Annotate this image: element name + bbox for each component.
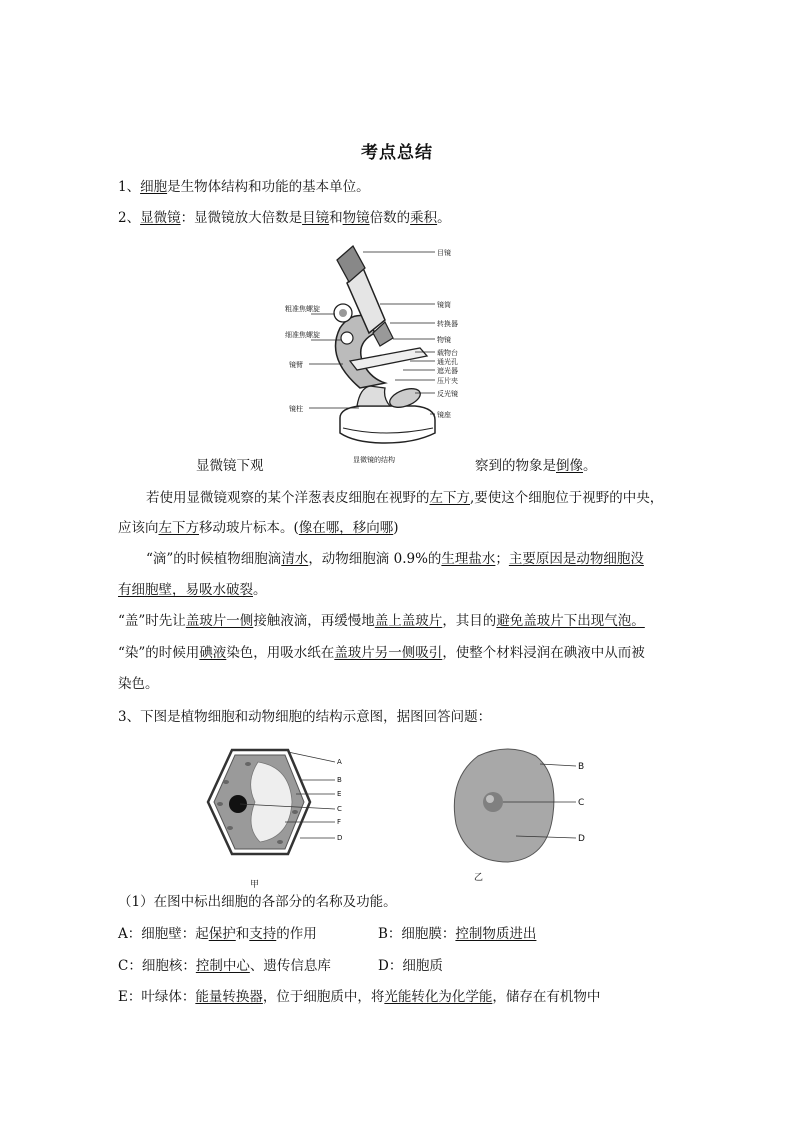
text: 。 — [437, 210, 451, 226]
text: （1）在图中标出细胞的各部分的名称及功能。 — [118, 894, 397, 910]
underlined-term: 倒像 — [556, 458, 583, 474]
image-line-right — [475, 456, 597, 476]
underlined-term: 能量转换器 — [195, 989, 263, 1005]
text: 2、 — [118, 210, 141, 226]
plant-label-d: D — [337, 834, 343, 842]
text: 应该向 — [118, 520, 159, 536]
label-clip: 压片夹 — [437, 377, 458, 385]
label-nosepiece: 转换器 — [437, 320, 458, 328]
para-drip-2 — [118, 580, 267, 600]
underlined-term: 生理盐水 — [441, 551, 496, 567]
text: D：细胞质 — [378, 958, 443, 974]
text: ：显微镜放大倍数是 — [180, 210, 303, 226]
underlined-term: 盖玻片另一侧吸引 — [334, 645, 443, 661]
para-onion-2 — [118, 518, 399, 538]
text: 是生物体结构和功能的基本单位。 — [167, 179, 370, 195]
label-objective: 物镜 — [437, 336, 451, 344]
microscope-caption: 显微镜的结构 — [353, 456, 395, 464]
text: 和 — [235, 926, 250, 942]
text: ,要使这个细胞位于视野的中央， — [470, 490, 664, 506]
text: 接触液滴，再缓慢地 — [253, 613, 375, 629]
answer-b — [378, 924, 536, 944]
text: 若使用显微镜观察的某个洋葱表皮细胞在视野的 — [146, 490, 430, 506]
microscope-pillar — [357, 386, 390, 406]
text: ，储存在有机物中 — [492, 989, 601, 1005]
underlined-term: 目镜 — [302, 210, 330, 226]
label-base: 镜座 — [437, 411, 451, 419]
label-fine-knob: 细准焦螺旋 — [285, 331, 320, 339]
para-onion — [146, 488, 663, 508]
text: 染色，用吸水纸在 — [226, 645, 335, 661]
text: 察到的物象是 — [475, 458, 556, 474]
animal-label-c: C — [578, 798, 585, 808]
para-drip — [146, 549, 644, 569]
underlined-term: 保护 — [208, 926, 236, 942]
text: B：细胞膜： — [378, 926, 456, 942]
plant-label-a: A — [337, 758, 342, 766]
underlined-term: 盖玻片一侧 — [185, 613, 254, 629]
text: ，动物细胞滴 0.9%的 — [308, 551, 442, 567]
text: 和 — [329, 210, 343, 226]
underlined-term: 避免盖玻片下出现气泡。 — [496, 613, 645, 629]
answer-a — [118, 924, 317, 944]
underlined-term: 物镜 — [342, 210, 370, 226]
underlined-term: 乘积 — [410, 210, 438, 226]
underlined-term: 碘液 — [199, 645, 227, 661]
point-1 — [118, 177, 370, 197]
image-line-left — [196, 456, 264, 476]
text: 、遗传信息库 — [249, 958, 331, 974]
text: ，位于细胞质中，将 — [262, 989, 385, 1005]
text: 显微镜下观 — [196, 458, 264, 474]
text: “染”的时候用 — [118, 645, 200, 661]
plant-label-e: E — [337, 790, 342, 798]
text: A：细胞壁：起 — [118, 926, 209, 942]
underlined-term: 主要原因是 — [508, 551, 577, 567]
label-arm: 镜臂 — [289, 361, 303, 369]
underlined-term: 左下方 — [429, 490, 470, 506]
para-stain-2 — [118, 674, 159, 694]
fine-knob — [341, 332, 353, 344]
answer-d — [378, 956, 443, 976]
microscope-stage — [350, 348, 427, 370]
underlined-term: 清水 — [281, 551, 309, 567]
plant-label-c: C — [337, 805, 342, 813]
point-2 — [118, 208, 451, 228]
underlined-term: 左下方 — [158, 520, 199, 536]
microscope-base — [340, 406, 435, 443]
para-cover — [118, 611, 645, 631]
para-stain — [118, 643, 645, 663]
text: E：叶绿体： — [118, 989, 196, 1005]
answer-c — [118, 956, 331, 976]
page-title: 考点总结 — [361, 143, 433, 163]
underlined-term: 像在哪，移向哪 — [298, 520, 394, 536]
underlined-term: ，易吸水破裂 — [172, 582, 253, 598]
animal-nucleus — [483, 792, 503, 812]
question-1 — [118, 892, 397, 912]
plant-cell-diagram — [200, 742, 360, 890]
label-diaphragm: 遮光器 — [437, 367, 458, 375]
plant-label-f: F — [337, 818, 342, 826]
animal-cell-diagram — [448, 744, 598, 884]
text: 染色。 — [118, 676, 159, 692]
underlined-term: 细胞 — [140, 179, 168, 195]
text: ) — [393, 520, 399, 536]
underlined-term: 动物细胞没 — [576, 551, 644, 567]
label-stage: 载物台 — [437, 349, 458, 357]
text: “盖”时先让 — [118, 613, 186, 629]
animal-cell-caption: 乙 — [474, 873, 484, 883]
text: 倍数的 — [369, 210, 411, 226]
text: 3、下图是植物细胞和动物细胞的结构示意图，据图回答问题： — [118, 709, 492, 725]
text: 的作用 — [276, 926, 317, 942]
microscope-diagram — [285, 238, 485, 466]
text: C：细胞核： — [118, 958, 196, 974]
text: 。 — [583, 458, 597, 474]
underlined-term: 显微镜 — [140, 210, 181, 226]
label-eyepiece: 目镜 — [437, 249, 451, 257]
text: ，其目的 — [442, 613, 497, 629]
animal-cell-body — [454, 749, 554, 862]
underlined-term: 光能转化为化学能 — [384, 989, 493, 1005]
underlined-term: 控制中心 — [195, 958, 250, 974]
underlined-term: 盖上盖玻片 — [374, 613, 443, 629]
text: 。 — [253, 582, 267, 598]
label-aperture: 通光孔 — [437, 358, 458, 366]
label-pillar: 镜柱 — [289, 405, 303, 413]
animal-label-d: D — [578, 834, 585, 844]
text: 移动玻片标本。( — [199, 520, 299, 536]
point-3 — [118, 707, 491, 727]
text: ，使整个材料浸润在碘液中从而被 — [442, 645, 645, 661]
underlined-term: 控制物质进出 — [455, 926, 537, 942]
text: “滴”的时候植物细胞滴 — [146, 551, 282, 567]
animal-label-b: B — [578, 762, 585, 772]
label-mirror: 反光镜 — [437, 390, 458, 398]
underlined-term: 支持 — [249, 926, 277, 942]
underlined-term: 有细胞壁 — [118, 582, 172, 598]
plant-cell-caption: 甲 — [250, 880, 260, 890]
answer-e — [118, 987, 600, 1007]
label-tube: 镜筒 — [437, 301, 451, 309]
text: 1、 — [118, 179, 141, 195]
text: ； — [495, 551, 509, 567]
label-coarse-knob: 粗准焦螺旋 — [285, 305, 320, 313]
plant-label-b: B — [337, 776, 342, 784]
